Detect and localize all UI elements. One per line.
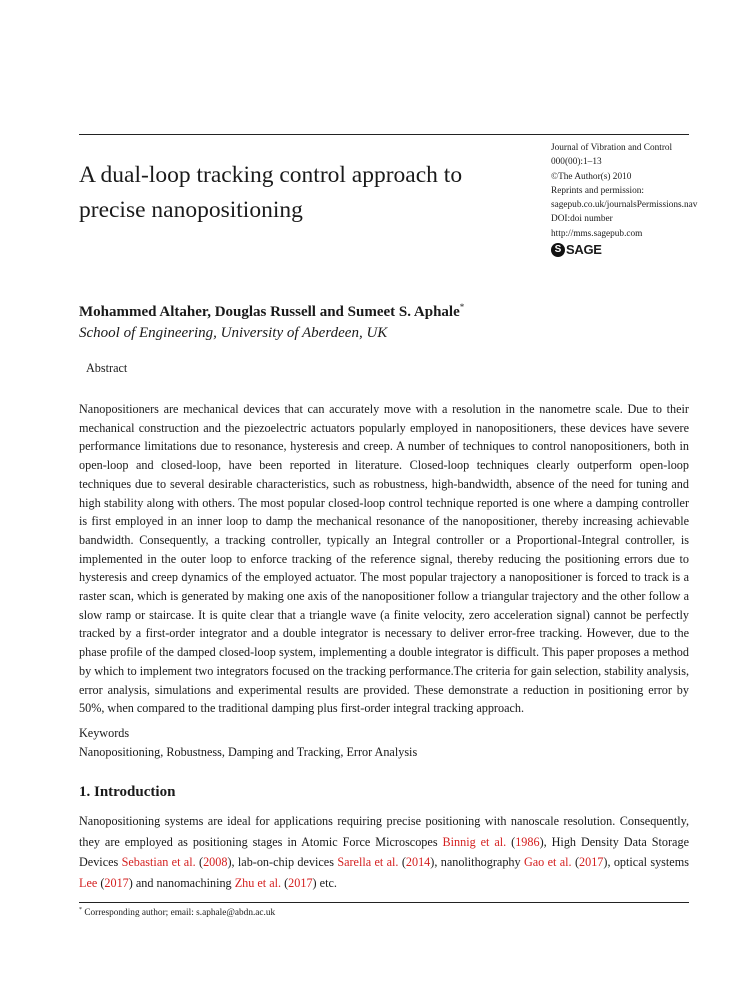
keywords-heading: Keywords bbox=[79, 726, 130, 740]
footnote bbox=[79, 907, 275, 918]
abstract-heading: Abstract bbox=[86, 361, 128, 375]
keywords-list: Nanopositioning, Robustness, Damping and Tracking, Error Analysis bbox=[79, 745, 418, 759]
journal-reprints-url[interactable]: sagepub.co.uk/journalsPermissions.nav bbox=[551, 200, 698, 211]
journal-doi: DOI:doi number bbox=[551, 214, 613, 225]
intro-text: Nanopositioning systems are ideal for applications requiring precise positioning with nanoscale resolution. Consequently, they are employed as positioning stages in Atomic Force Microscopes bbox=[79, 814, 689, 849]
footnote-text: Corresponding author; email: s.aphale@abdn.ac.uk bbox=[84, 908, 276, 919]
journal-copyright: ©The Author(s) 2010 bbox=[551, 171, 632, 182]
journal-info bbox=[551, 141, 701, 257]
citation-year-link[interactable]: 2017 bbox=[579, 855, 604, 870]
footnote-rule bbox=[79, 902, 689, 903]
introduction-paragraph: Nanopositioning systems are ideal for applications requiring precise positioning with nanoscale resolution. Consequently, they are employed as positioning stages in Atomic Force Microscopes Binnig et al. (1986), High Density Data Storage Devices Sebastian et al. (2008), lab-on-chip devices Sarella et al. (2014), nanolithography Gao et al. (2017), optical systems Lee (2017) and nanomachining Zhu et al. (2017) etc. bbox=[79, 814, 689, 891]
citation-link[interactable]: Gao et al. bbox=[523, 855, 572, 870]
affiliation: School of Engineering, University of Aberdeen, UK bbox=[79, 325, 388, 341]
sage-logo-icon: S bbox=[551, 243, 565, 257]
intro-text: , optical systems bbox=[607, 855, 689, 870]
author-list bbox=[79, 302, 464, 321]
citation-link[interactable]: Zhu et al. bbox=[234, 876, 282, 891]
intro-text: and nanomachining bbox=[132, 876, 235, 891]
citation-year-link[interactable]: 2014 bbox=[405, 855, 431, 870]
sage-logo-word: SAGE bbox=[566, 242, 602, 258]
author-names: Mohammed Altaher, Douglas Russell and Sumeet S. Aphale bbox=[79, 304, 460, 320]
intro-text: , High Density Data Storage Devices bbox=[79, 834, 689, 870]
paper-title: A dual-loop tracking control approach to precise nanopositioning bbox=[79, 162, 463, 223]
header-rule bbox=[79, 134, 689, 135]
citation-year-link[interactable]: 2017 bbox=[104, 876, 129, 891]
citation-link[interactable]: Sebastian et al. bbox=[121, 855, 196, 870]
sage-logo bbox=[551, 243, 701, 257]
journal-volume: 000(00):1–13 bbox=[551, 157, 602, 168]
intro-text: etc. bbox=[316, 876, 337, 891]
corresponding-mark: * bbox=[459, 302, 465, 312]
journal-name: Journal of Vibration and Control bbox=[551, 143, 673, 153]
citation-link[interactable]: Sarella et al. bbox=[337, 855, 399, 870]
intro-text: , lab-on-chip devices bbox=[231, 855, 338, 870]
journal-reprints: Reprints and permission: bbox=[551, 185, 644, 196]
journal-site[interactable]: http://mms.sagepub.com bbox=[551, 228, 643, 239]
citation-link[interactable]: Binnig et al. bbox=[442, 834, 507, 849]
citation-year-link[interactable]: 1986 bbox=[515, 834, 540, 849]
abstract-body: Nanopositioners are mechanical devices that can accurately move with a resolution in the nanometre scale. Due to their mechanical construction and the piezoelectric actuators popularly employed in nanopositioners, these devices have severe performance limitations due to resonance, hysteresis and creep. A number of techniques to control nanopositioners, both in open-loop and closed-loop, have been reported in literature. Closed-loop techniques clearly outperform open-loop techniques due to several desirable characteristics, such as robustness, high-bandwidth, absence of the need for tuning and high stability along with others. The most popular closed-loop control technique reported is one where a damping controller is first employed in an inner loop to damp the mechanical resonance of the nanopositioner, thereby increasing achievable bandwidth. Consequently, a tracking controller, typically an Integral controller or a Proportional-Integral controller, is implemented in the outer loop to enforce tracking of the reference signal, thereby reducing the positioning errors due to hysteresis and creep dynamics of the employed actuator. The most popular trajectory a nanopositioner is forced to track is a raster scan, which is generated by making one axis of the nanopositioner follow a triangular trajectory and the other follow a slow ramp or staircase. It is quite clear that a triangle wave (a finite velocity, zero acceleration signal) cannot be perfectly tracked by a first-order integrator and a double integrator is necessary to deliver error-free tracking. However, due to the phase profile of the damped closed-loop system, implementing a double integrator is difficult. This paper proposes a method by which to implement two integrators focused on the tracking performance.The criteria for gain selection, stability analysis, error analysis, simulations and experimental results are provided. These demonstrate a reduction in positioning error by 50%, when compared to the traditional damping plus first-order integral tracking approach. bbox=[79, 402, 689, 716]
footnote-mark: * bbox=[79, 907, 82, 913]
citation-link[interactable]: Lee bbox=[79, 876, 98, 891]
intro-text: , nanolithography bbox=[434, 855, 524, 870]
citation-year-link[interactable]: 2017 bbox=[288, 876, 313, 891]
section-heading-introduction: 1. Introduction bbox=[79, 784, 176, 800]
citation-year-link[interactable]: 2008 bbox=[203, 855, 228, 870]
